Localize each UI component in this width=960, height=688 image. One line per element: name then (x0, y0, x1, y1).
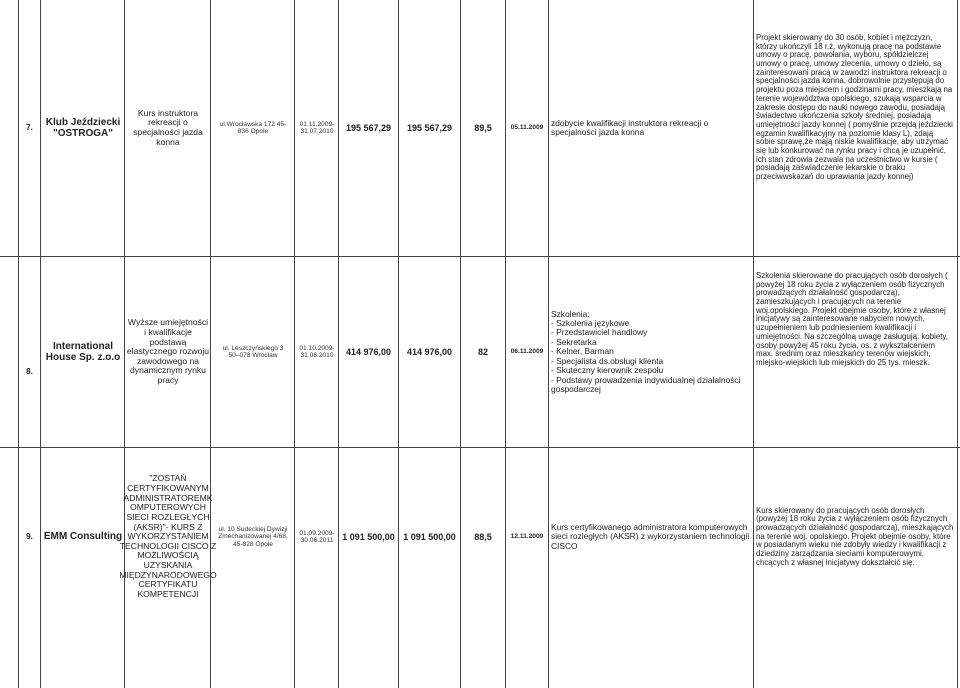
project-title: "ZOSTAŃ CERTYFIKOWANYM ADMINISTRATOREMK OMPUTEROWYCH SIECI ROZLEGŁYCH (AKSR)"- KURS Z WYKORZYSTANIEM TECHNOLOGII CISCO Z MOŻLIWOŚCIĄ UZYSKANIA MIĘDZYNARODOWEGO CERTYFIKATU KOMPETENCJI (119, 473, 217, 599)
project-title: Wyższe umiejętności i kwalifikacje podstawą elastycznego rozwoju zawodowego na dynamicznym rynku pracy (126, 317, 210, 386)
beneficiary-address: ul.Wrocławska 172 45-836 Opole (219, 120, 287, 135)
evaluation-score: 82 (477, 346, 488, 357)
scope-line: - Podstawy prowadzenia indywidualnej działalności gospodarczej (551, 374, 741, 394)
target-group: Projekt skierowany do 30 osób, kobiet i mężczyzn, którzy ukończyli 18 r.ż, wykonują pracę na podstawie umowy o pracę, powołania, wyboru, spółdzielczej umowy o pracę, umowy zlecenia, umowy o dzieło, są zainteresowani pracą w zawodzi instruktora rekreacji o specjalności jazda konna, dobrowolnie przystępują do projektu poza miejscem i godzinami pracy, mieszkają na terenie województwa opolskiego, szukają wsparcia w zakresie dostępu do nauki nowego zawodu, posiadają świadectwo ukończenia szkoły średniej, posiadają umiejętności jazdy konnej ( pomyślnie przejdą jeździecki egzamin kwalifikacyjny na poziomie klasy L), zdają sobie sprawę,że mają niskie kwalifikacje, aby utrzymać się lub konkurować na rynku pracy i chcą je uzupełnić, ich stan zdrowia zezwala na uczestnictwo w kursie ( posiadają zaświadczenie lekarskie o braku przeciwwskazań do uprawiania jazdy konnej) (756, 33, 953, 181)
beneficiary-address: ul. 10 Sudeckiej Dywizji Zmechanizowanej 4/68, 45-828 Opole (218, 525, 288, 548)
column-divider (548, 0, 549, 688)
scope-line: - Sekretarka (551, 336, 597, 347)
decision-date: 05.11.2009 (510, 124, 544, 132)
decision-date: 12.11.2009 (510, 533, 544, 541)
beneficiary-name: Klub Jeździecki "OSTROGA" (45, 116, 121, 139)
row-number: 9. (26, 531, 33, 541)
cofinancing-amount: 414 976,00 (406, 346, 453, 357)
project-period: 01.10.2009-31.08.2010 (299, 344, 335, 359)
scope-line: - Skuteczny kierownik zespołu (551, 365, 664, 376)
target-group: Kurs skierowany do pracujących osób dorosłych (powyżej 18 roku życia z wyłączeniem osób fizycznych prowadzących działalność gospodarczą), mieszkających na terenie woj. opolskiego. Projekt obejmie osoby, które w posiadanym wieku nie zdobyły wiedzy i kwalifikacji z dziedziny zarządzania sieciami komputerowymi, chcących z własnej inicjatywy dokształcić się. (756, 505, 954, 567)
scope-line: - Przedstawiciel handlowy (551, 327, 648, 338)
project-period: 01.09.2009-30.06.2011 (299, 529, 335, 544)
scope-line: Szkolenia: (551, 308, 590, 319)
beneficiary-address: ul. Leszczyńskiego 3 50–078 Wrocław (222, 344, 284, 359)
scope-line: - Kelner, Barman (551, 346, 614, 357)
support-scope: zdobycie kwalifikacji instruktora rekreacji o specjalności jazda konna (551, 117, 709, 137)
cofinancing-amount: 195 567,29 (406, 122, 453, 133)
scope-line: - Specjalista ds.obsługi klienta (551, 355, 664, 366)
support-scope: Kurs certyfikowanego administratora komputerowych sieci rozległych (AKSR) z wykorzystaniem technologii CISCO (551, 521, 750, 551)
row-number: 7. (26, 122, 33, 132)
target-group: Szkolenia skierowane do pracujących osób dorosłych ( powyżej 18 roku życia z wyłączeniem osób fizycznych prowadzących działalność gospodarczą), zamieszkujących i pracujących na terenie woj.opolskiego. Projekt obejmie osoby, które z własnej inicjatywy są zainteresowane nabyciem nowych, uzupełnieniem lub podniesieniem kwalifikacji i umiejętności. Na szczególną uwagę zasługują: kobiety, osoby powyżej 45 roku życia, os. z wykształceniem max. średnim oraz mieszkańcy terenów wiejskich, miejsko-wiejskich lub miejskich do 25 tys. mieszk. (756, 271, 948, 367)
beneficiary-name: EMM Consulting (43, 531, 123, 543)
evaluation-score: 88,5 (474, 531, 492, 542)
total-amount: 1 091 500,00 (342, 531, 395, 542)
beneficiary-name: International House Sp. z.o.o (45, 340, 121, 363)
project-title: Kurs instruktora rekreacji o specjalności jazda konna (133, 107, 203, 147)
total-amount: 195 567,29 (345, 122, 392, 133)
column-divider (40, 0, 41, 688)
total-amount: 414 976,00 (345, 346, 392, 357)
decision-date: 06.11.2009 (510, 348, 544, 356)
column-divider (753, 0, 754, 688)
scope-line: - Szkolenia językowe (551, 318, 630, 329)
cofinancing-amount: 1 091 500,00 (403, 531, 456, 542)
column-divider (957, 0, 958, 688)
row-number: 8. (26, 366, 33, 376)
support-scope (551, 257, 751, 447)
project-period: 01.11.2009-31.07.2010 (299, 120, 335, 135)
evaluation-score: 89,5 (474, 122, 492, 133)
column-divider (294, 0, 295, 688)
